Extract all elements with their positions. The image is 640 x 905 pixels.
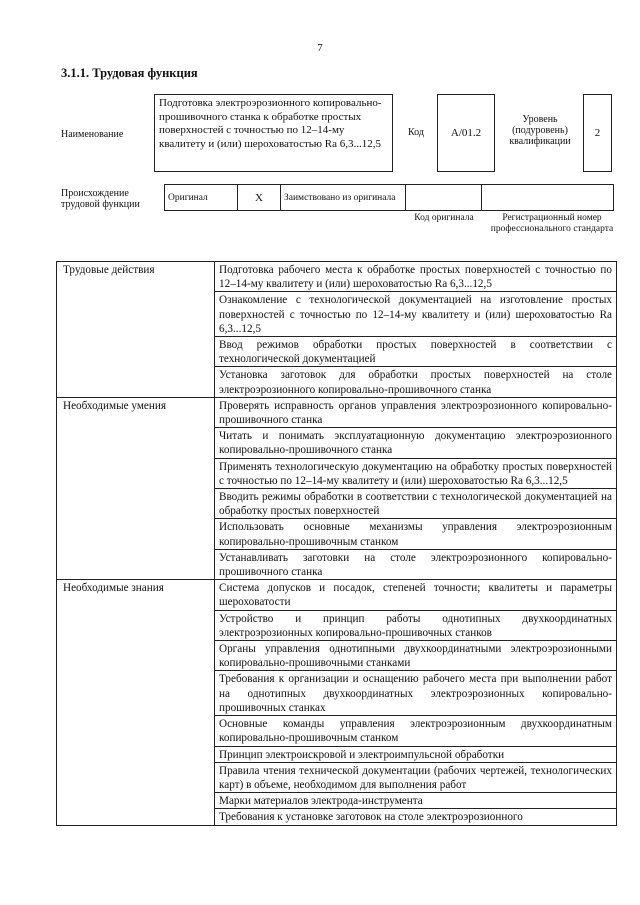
name-label: Наименование	[61, 129, 124, 140]
borrowed-label-cell	[281, 185, 406, 211]
required-knowledge-item: Основные команды управления электроэрозионным двухкоординатным копировально-прошивочным станком	[215, 716, 617, 746]
required-knowledge-item: Правила чтения технической документации (рабочих чертежей, технологических карт) в объеме, необходимом для выполнения работ	[215, 762, 617, 792]
original-label: Оригинал	[168, 192, 208, 203]
level-value: 2	[594, 127, 601, 139]
original-label-cell	[165, 185, 238, 211]
function-name-value: Подготовка электроэрозионного копировально-прошивочного станка к обработке простых поверхностей с точностью по 12–14-му квалитету и (или) шероховатостью Ra 6,3...12,5	[159, 97, 382, 151]
reg-number-cell	[482, 185, 614, 211]
level-box	[583, 94, 612, 172]
required-skills-category: Необходимые умения	[57, 397, 215, 579]
table-row	[57, 580, 617, 610]
required-knowledge-item: Принцип электроискровой и электроимпульсной обработки	[215, 746, 617, 762]
required-knowledge-item: Требования к установке заготовок на столе электроэрозионного	[215, 809, 617, 825]
original-mark: X	[255, 191, 263, 204]
required-knowledge-item: Марки материалов электрода-инструмента	[215, 793, 617, 809]
labor-actions-item: Установка заготовок для обработки простых поверхностей на столе электроэрозионного копировально-прошивочного станка	[215, 367, 617, 397]
origin-label: Происхождение трудовой функции	[61, 188, 140, 210]
code-box	[437, 94, 495, 172]
table-row	[57, 262, 617, 292]
code-label: Код	[408, 127, 424, 138]
code-value: A/01.2	[450, 127, 482, 139]
required-knowledge-item: Требования к организации и оснащению рабочего места при выполнении работ на однотипных двухкоординатных электроэрозионных копировально-прошивочных станках	[215, 671, 617, 716]
required-skills-item: Вводить режимы обработки в соответствии с технологической документацией на обработку простых поверхностей	[215, 489, 617, 519]
function-name-box	[154, 94, 393, 172]
borrowed-label: Заимствовано из оригинала	[284, 192, 396, 203]
required-skills-item: Использовать основные механизмы управления электроэрозионным копировально-прошивочным станком	[215, 519, 617, 549]
required-knowledge-category: Необходимые знания	[57, 580, 215, 825]
required-skills-item: Проверять исправность органов управления электроэрозионного копировально-прошивочного станка	[215, 397, 617, 427]
required-knowledge-item: Система допусков и посадок, степеней точности; квалитеты и параметры шероховатости	[215, 580, 617, 610]
required-knowledge-item: Устройство и принцип работы однотипных двухкоординатных электроэрозионных копировально-прошивочных станков	[215, 610, 617, 640]
page-number: 7	[317, 42, 323, 54]
origin-table	[164, 184, 614, 211]
original-mark-cell	[238, 185, 281, 211]
code-original-caption: Код оригинала	[414, 213, 474, 223]
code-original-cell	[406, 185, 482, 211]
reg-number-caption: Регистрационный номер профессионального стандарта	[490, 213, 614, 234]
table-row	[57, 397, 617, 427]
required-skills-item: Устанавливать заготовки на столе электроэрозионного копировально-прошивочного станка	[215, 549, 617, 579]
function-details-table	[56, 261, 617, 826]
labor-actions-item: Подготовка рабочего места к обработке простых поверхностей с точностью по 12–14-му квалитету и (или) шероховатостью Ra 6,3...12,5	[215, 262, 617, 292]
labor-actions-item: Ввод режимов обработки простых поверхностей в соответствии с технологической документацией	[215, 337, 617, 367]
labor-actions-item: Ознакомление с технологической документацией на изготовление простых поверхностей с точностью по 12–14-му квалитету и (или) шероховатостью Ra 6,3...12,5	[215, 292, 617, 337]
section-title: 3.1.1. Трудовая функция	[61, 66, 198, 80]
required-knowledge-item: Органы управления однотипными двухкоординатными электроэрозионными копировально-прошивочными станками	[215, 641, 617, 671]
level-label: Уровень (подуровень) квалификации	[509, 114, 571, 147]
required-skills-item: Применять технологическую документацию на обработку простых поверхностей с точностью по 12–14-му квалитету и (или) шероховатостью Ra 6,3...12,5	[215, 458, 617, 488]
required-skills-item: Читать и понимать эксплуатационную документацию электроэрозионного копировально-прошивочного станка	[215, 428, 617, 458]
labor-actions-category: Трудовые действия	[57, 262, 215, 398]
